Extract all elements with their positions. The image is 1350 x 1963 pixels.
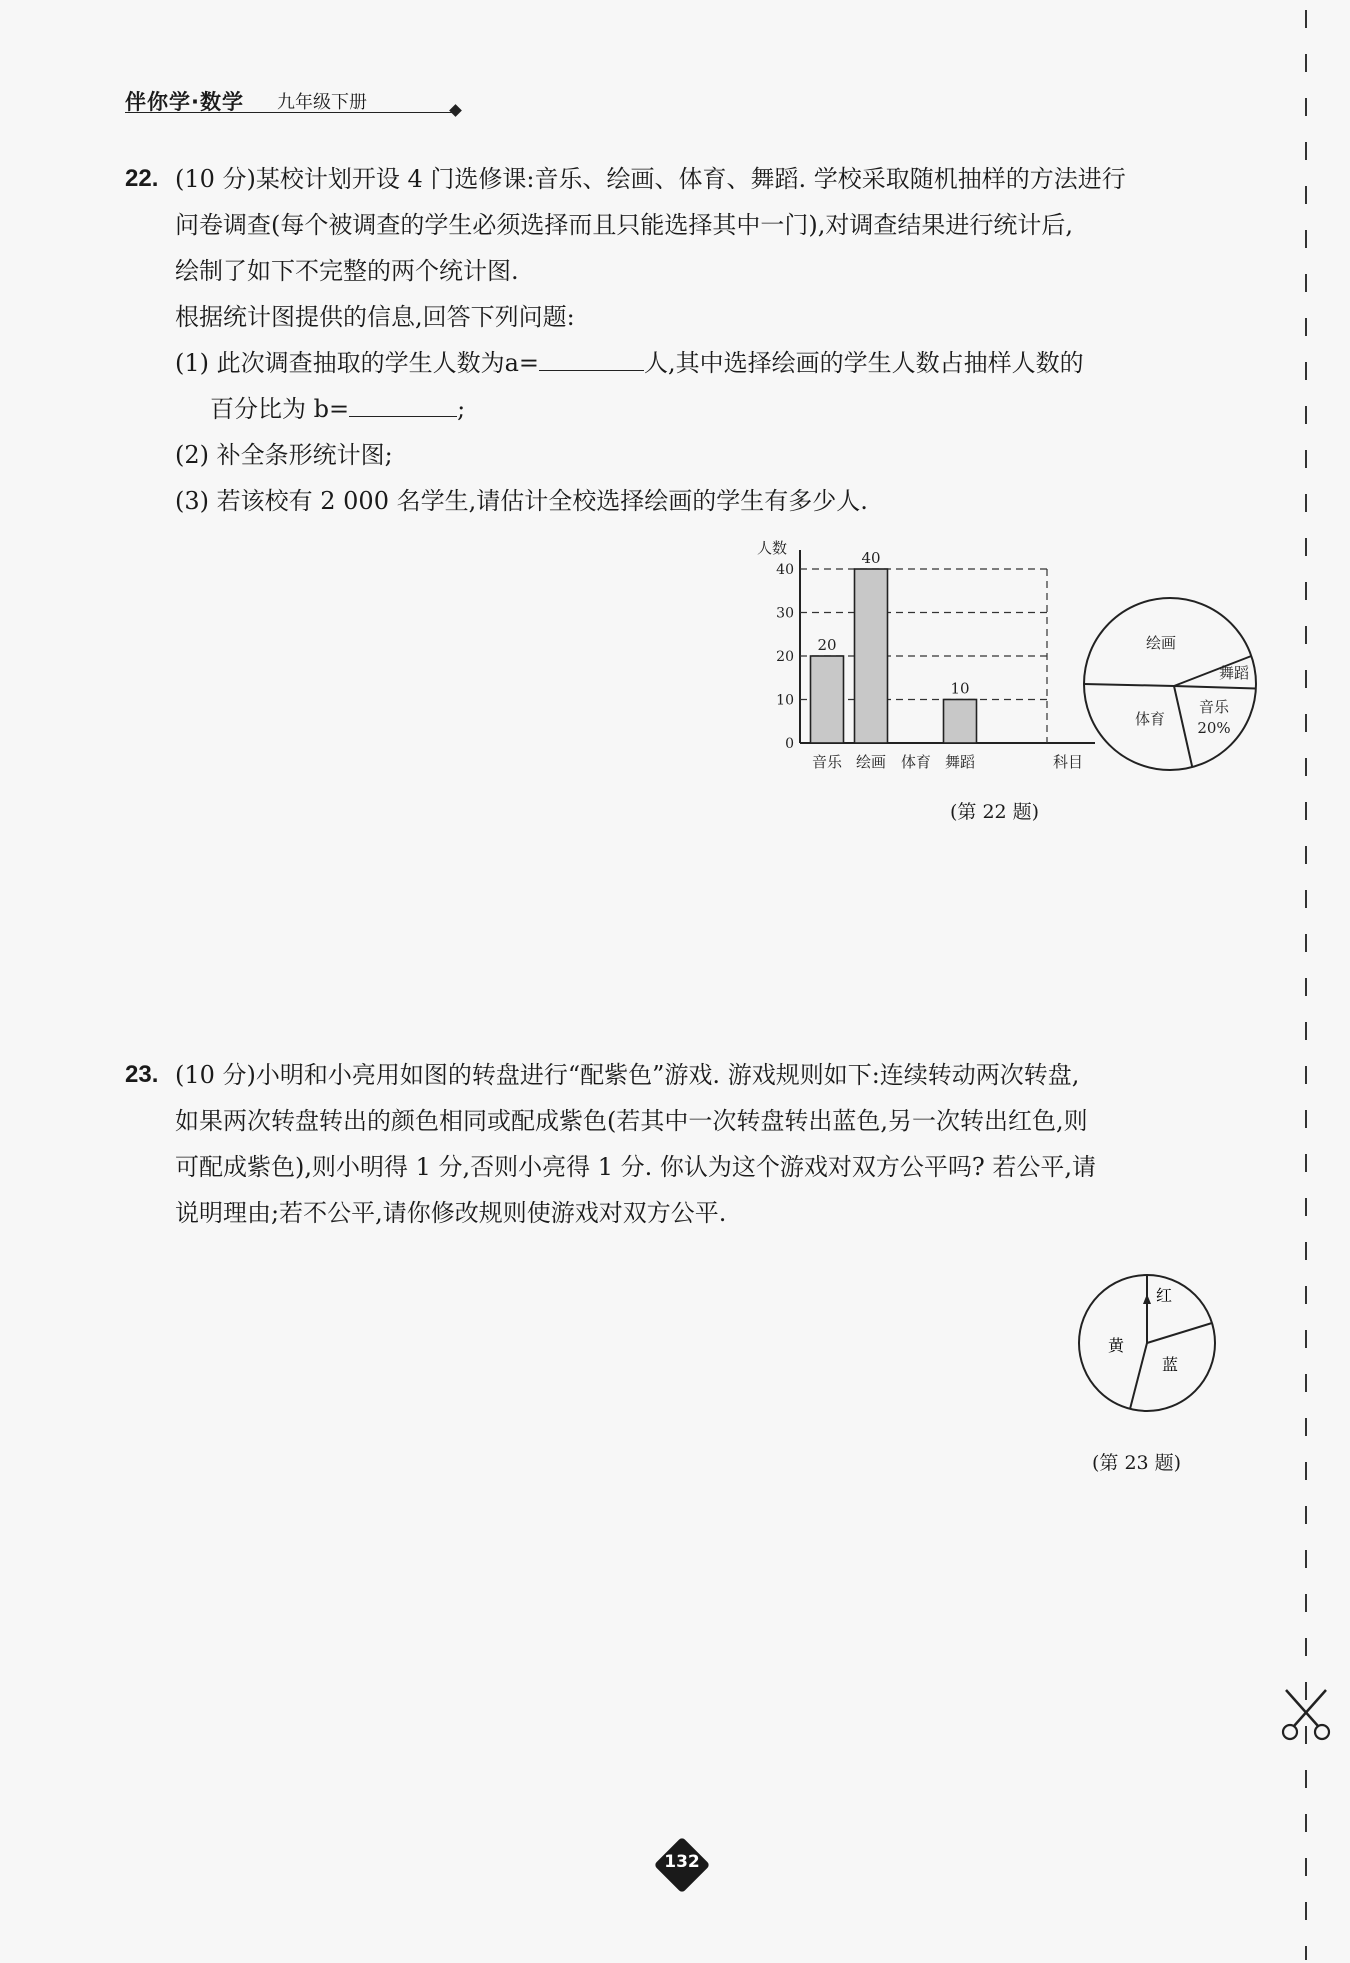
header-rule (125, 112, 457, 113)
y-tick-label: 10 (776, 692, 794, 709)
pie-slice-divider (1084, 684, 1174, 686)
question-text-line: 绘制了如下不完整的两个统计图. (175, 257, 519, 285)
pie-chart (1084, 598, 1256, 770)
page-number-badge (655, 1838, 709, 1892)
question-text-line: 根据统计图提供的信息,回答下列问题: (175, 303, 575, 331)
question-number: 22. (125, 165, 159, 192)
spinner-divider (1147, 1323, 1212, 1343)
sub-question-1-cont (210, 386, 465, 432)
question-text-line: (10 分)某校计划开设 4 门选修课:音乐、绘画、体育、舞蹈. 学校采取随机抽样的方法进行 (175, 165, 1126, 193)
cut-line (1304, 0, 1308, 1963)
spinner-arrowhead-icon (1143, 1294, 1151, 1304)
y-axis-title: 人数 (757, 539, 788, 557)
sub-question-2: (2) 补全条形统计图; (175, 441, 393, 469)
answer-blank-a[interactable] (539, 340, 644, 371)
spinner-label-blue: 蓝 (1162, 1355, 1179, 1374)
data-label: 20 (817, 636, 837, 654)
question-number: 23. (125, 1061, 159, 1088)
x-tick-label: 舞蹈 (944, 753, 976, 771)
pie-slice-label: 舞蹈 (1218, 664, 1250, 682)
x-tick-label: 体育 (900, 753, 932, 771)
question-22 (125, 156, 1245, 516)
page-header (125, 82, 465, 122)
bar (855, 569, 888, 743)
pie-slice-label: 绘画 (1145, 634, 1177, 652)
scissors-icon (1276, 1684, 1336, 1746)
spinner-label-red: 红 (1156, 1286, 1173, 1305)
spinner-label-yellow: 黄 (1108, 1336, 1125, 1355)
sub-question-1-text-c: 百分比为 b= (210, 395, 350, 423)
sub-question-1-text-d: ; (457, 395, 466, 423)
statistics-charts (750, 530, 1270, 790)
bar-chart (757, 539, 1095, 771)
x-tick-label: 音乐 (811, 753, 843, 771)
sub-question-1 (175, 340, 1084, 386)
sub-question-3: (3) 若该校有 2 000 名学生,请估计全校选择绘画的学生有多少人. (175, 487, 868, 515)
pie-slice-divider (1174, 686, 1256, 689)
data-label: 40 (861, 549, 881, 567)
pie-slice-label: 体育 (1134, 710, 1166, 728)
bar (811, 656, 844, 743)
question-text-line: 说明理由;若不公平,请你修改规则使游戏对双方公平. (175, 1199, 727, 1227)
x-axis-title: 科目 (1053, 753, 1084, 771)
question-text-line: 问卷调查(每个被调查的学生必须选择而且只能选择其中一门),对调查结果进行统计后, (175, 211, 1073, 239)
y-tick-label: 30 (776, 605, 794, 622)
figure-caption-22: (第 22 题) (950, 801, 1040, 823)
pie-slice-label: 音乐 (1198, 698, 1230, 716)
question-text-line: (10 分)小明和小亮用如图的转盘进行“配紫色”游戏. 游戏规则如下:连续转动两次转盘, (175, 1061, 1080, 1089)
sub-question-1-text-b: 人,其中选择绘画的学生人数占抽样人数的 (644, 349, 1084, 377)
answer-blank-b[interactable] (349, 386, 457, 417)
spinner-divider (1130, 1343, 1147, 1409)
sub-question-1-text-a: (1) 此次调查抽取的学生人数为a= (175, 349, 540, 377)
header-diamond-icon (449, 104, 462, 117)
question-text-line: 如果两次转盘转出的颜色相同或配成紫色(若其中一次转盘转出蓝色,另一次转出红色,则 (175, 1107, 1088, 1135)
x-tick-label: 绘画 (855, 753, 887, 771)
bar (944, 700, 977, 744)
data-label: 10 (950, 679, 970, 698)
y-tick-label: 0 (785, 736, 794, 752)
pie-slice-divider (1174, 686, 1192, 767)
pie-slice-value: 20% (1197, 719, 1231, 737)
question-23 (125, 1052, 1245, 1252)
spinner-figure (1072, 1268, 1222, 1418)
y-tick-label: 20 (776, 649, 794, 665)
book-title: 伴你学·数学 (125, 90, 244, 114)
y-tick-label: 40 (776, 562, 794, 578)
page-number: 132 (664, 1852, 700, 1872)
figure-caption-23: (第 23 题) (1092, 1452, 1182, 1474)
grade-label: 九年级下册 (277, 92, 367, 113)
question-text-line: 可配成紫色),则小明得 1 分,否则小亮得 1 分. 你认为这个游戏对双方公平吗? 若公平,请 (175, 1153, 1097, 1181)
